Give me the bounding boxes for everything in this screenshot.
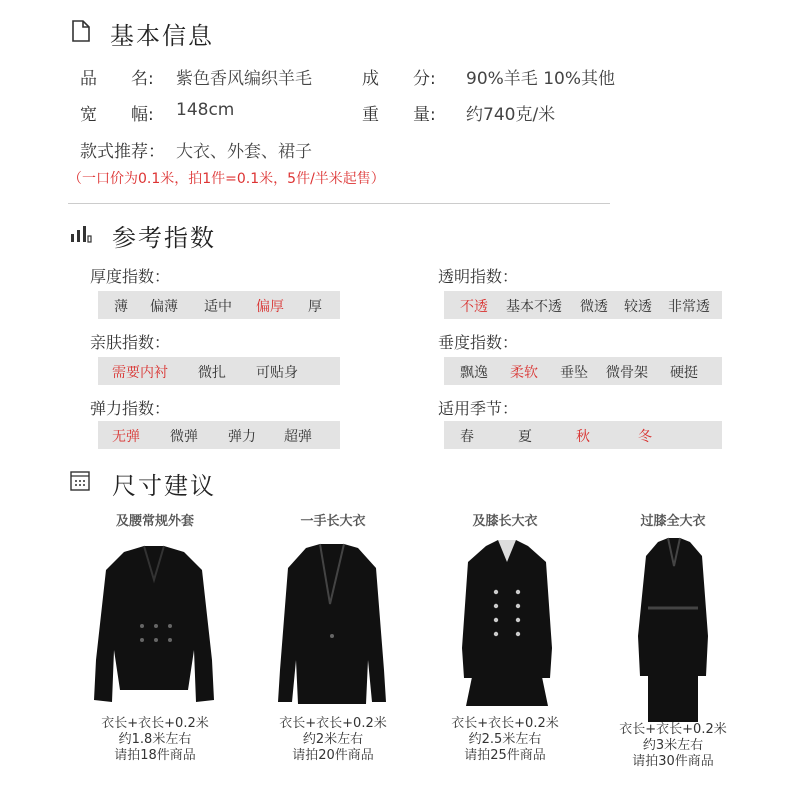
skin-scale (98, 357, 340, 385)
season-option: 春 (460, 429, 474, 445)
skin-option-selected: 需要内衬 (112, 365, 168, 381)
size-line: 约1.8米左右 (118, 732, 192, 747)
size-line: 衣长+衣长+0.2米 (619, 722, 727, 737)
transparency-label: 透明指数： (438, 267, 519, 286)
transparency-option: 非常透 (668, 299, 710, 315)
transparency-option: 较透 (624, 299, 652, 315)
drape-option: 微骨架 (606, 365, 648, 381)
size-line: 约2.5米左右 (468, 732, 542, 747)
size-item-title: 及膝长大衣 (472, 514, 538, 529)
size-item-desc (420, 716, 590, 764)
season-scale (444, 421, 722, 449)
style-value: 大衣、外套、裙子 (176, 142, 312, 162)
composition-label: 成 分: (362, 69, 436, 89)
transparency-option-selected: 不透 (460, 299, 488, 315)
elasticity-option: 超弹 (284, 429, 312, 445)
drape-option: 垂坠 (560, 365, 588, 381)
size-item-desc (70, 716, 240, 764)
season-option: 夏 (518, 429, 532, 445)
thickness-option: 适中 (204, 299, 232, 315)
season-option-selected: 冬 (638, 429, 652, 445)
size-title: 尺寸建议 (112, 472, 216, 500)
size-line: 衣长+衣长+0.2米 (279, 716, 387, 731)
size-item-title: 及腰常规外套 (115, 514, 194, 529)
thickness-option-selected: 偏厚 (256, 299, 284, 315)
coat-long-image (628, 536, 718, 726)
season-label: 适用季节： (438, 399, 519, 418)
elasticity-option: 弹力 (228, 429, 256, 445)
bar-chart-icon (70, 225, 92, 243)
drape-option: 硬挺 (670, 365, 698, 381)
reference-title: 参考指数 (112, 224, 216, 252)
divider (68, 203, 610, 204)
width-value: 148cm (176, 100, 235, 120)
size-line: 请拍25件商品 (464, 748, 546, 763)
size-line: 衣长+衣长+0.2米 (101, 716, 209, 731)
elasticity-option-selected: 无弹 (112, 429, 140, 445)
size-line: 约2米左右 (302, 732, 364, 747)
composition-value: 90%羊毛 10%其他 (466, 69, 615, 89)
transparency-option: 微透 (580, 299, 608, 315)
document-icon (72, 20, 90, 42)
elasticity-scale (98, 421, 340, 449)
size-item-title: 一手长大衣 (300, 514, 366, 529)
thickness-scale (98, 291, 340, 319)
weight-label: 重 量: (362, 105, 436, 125)
thickness-option: 厚 (308, 299, 322, 315)
size-line: 衣长+衣长+0.2米 (451, 716, 559, 731)
size-line: 约3米左右 (642, 738, 704, 753)
drape-option: 飘逸 (460, 365, 488, 381)
thickness-label: 厚度指数： (90, 267, 171, 286)
transparency-scale (444, 291, 722, 319)
style-label: 款式推荐： (80, 142, 165, 162)
season-option-selected: 秋 (576, 429, 590, 445)
size-line: 请拍18件商品 (114, 748, 196, 763)
size-line: 请拍30件商品 (632, 754, 714, 769)
basic-info-title: 基本信息 (110, 22, 214, 50)
thickness-option: 偏薄 (150, 299, 178, 315)
width-label: 宽 幅: (80, 105, 154, 125)
skin-option: 可贴身 (256, 365, 298, 381)
size-line: 请拍20件商品 (292, 748, 374, 763)
skin-label: 亲肤指数： (90, 333, 171, 352)
grid-icon (70, 471, 90, 491)
elasticity-label: 弹力指数： (90, 399, 171, 418)
skin-option: 微扎 (198, 365, 226, 381)
elasticity-option: 微弹 (170, 429, 198, 445)
drape-label: 垂度指数： (438, 333, 519, 352)
weight-value: 约740克/米 (466, 105, 556, 125)
transparency-option: 基本不透 (506, 299, 562, 315)
size-item-title: 过膝全大衣 (640, 514, 706, 529)
price-note: （一口价为0.1米，拍1件=0.1米，5件/半米起售） (68, 171, 385, 187)
coat-blazer-image (272, 540, 392, 710)
size-item-desc (588, 722, 758, 770)
name-value: 紫色香风编织羊毛 (176, 69, 312, 89)
coat-short-image (84, 540, 224, 710)
drape-option-selected: 柔软 (510, 365, 538, 381)
coat-knee-image (452, 538, 562, 708)
drape-scale (444, 357, 722, 385)
thickness-option: 薄 (114, 299, 128, 315)
name-label: 品 名: (80, 69, 154, 89)
size-item-desc (248, 716, 418, 764)
